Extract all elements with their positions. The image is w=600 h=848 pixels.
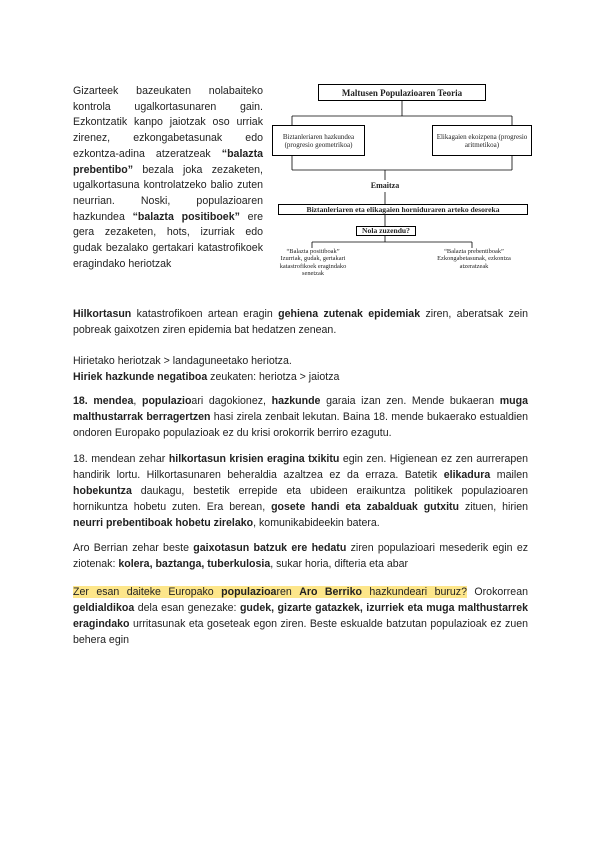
p6-highlighted-question (73, 586, 467, 598)
paragraph-mortality (73, 451, 528, 531)
question-box (356, 226, 416, 236)
p1-text-1: katastrofikoen artean eragin (131, 308, 279, 320)
paragraph-diseases (73, 540, 528, 572)
p4-text-5: zituen, hirien (459, 501, 528, 513)
p4-text-1: 18. mendean zehar (73, 453, 169, 465)
p5-text-2: ziren populazioari mesederik egin ez ziotenak: (73, 542, 529, 570)
p3-bold-4: muga malthustarrak berragertzen (73, 395, 528, 423)
paragraph-modern-age (73, 584, 528, 648)
p3-text-1: , (133, 395, 142, 407)
p6-hl-text-2: ren (276, 586, 300, 598)
population-growth-label: Biztanleriaren hazkundea (progresio geometrikoa) (282, 132, 355, 149)
p6-text-1: Orokorrean (466, 586, 528, 598)
p4-bold-5: neurri prebentiboak hobetu zirelako (73, 517, 254, 529)
p4-bold-2: elikadura (443, 469, 491, 481)
preventive-checks-node (424, 248, 524, 270)
p4-bold-3: hobekuntza (73, 485, 132, 497)
p4-text-2: egin zen. Higienean ez zen aurrerapen handirik lortu. Hilkortasunaren beheraldia azaltzea ez da erraza. Batetik (73, 453, 529, 481)
food-production-box (432, 125, 532, 156)
p4-text-6: , komunikabideekin batera. (253, 517, 380, 529)
preventive-checks-text: Ezkongabetasunak, ezkontza atzeratzeak (437, 255, 511, 270)
p5-bold-1: gaixotasun batzuk ere hedatu (193, 542, 347, 554)
paragraph-18th-century (73, 393, 528, 441)
p6-text-3: urritasunak eta goseteak egon ziren. Beste eskualde batzutan populazioak ez zuen behera egin (73, 618, 528, 646)
intro-text-1: Gizarteek bazeukaten nolabaiteko kontrola ugalkortasunaren gain. Ezkontzatik kanpo jaiotzak oso urriak zirenez, ezkongabetasunak edo ezkontza-adina atzeratzeak (73, 85, 263, 160)
p5-text-1: Aro Berrian zehar beste (73, 542, 194, 554)
p4-bold-1: hilkortasun krisien eragina txikitu (168, 453, 340, 465)
p3-bold-2: populazio (141, 395, 192, 407)
population-growth-box (272, 125, 365, 156)
intro-paragraph (73, 84, 263, 272)
food-production-label: Elikagaien ekoizpena (progresio aritmetikoa) (436, 132, 528, 149)
p2-text-1: zeukaten: heriotza > jaiotza (207, 371, 340, 383)
imbalance-box (278, 204, 528, 215)
p3-text-2: ari dagokionez, (191, 395, 272, 407)
intro-bold-prebentibo: “balazta prebentibo” (73, 147, 263, 176)
paragraph-epidemics (73, 306, 528, 338)
p1-bold-1: Hilkortasun (73, 308, 132, 320)
p6-hl-bold-1: populazioa (221, 586, 277, 598)
p3-bold-3: hazkunde (271, 395, 321, 407)
p2-bold-1: Hiriek hazkunde negatiboa (73, 371, 208, 383)
intro-text-3: ere gera zezaketen, hots, izurriak edo gudak bezalako gertakari katastrofikoek eragindako heriotzak (73, 210, 263, 270)
p6-hl-text-3: hazkundeari buruz? (361, 586, 467, 598)
paragraph-cities (73, 353, 528, 385)
p4-text-3: mailen (490, 469, 528, 481)
p6-hl-text-1: Zer esan daiteke Europako (73, 586, 222, 598)
intro-bold-positiboek: “balazta positiboek” (132, 210, 240, 223)
question-label: Nola zuzendu? (362, 226, 410, 235)
imbalance-label: Biztanleriaren eta elikagaien horniduraren arteko desoreka (306, 204, 500, 214)
preventive-checks-title: “Balazta prebentiboak” (444, 248, 504, 255)
result-label: Emaitza (370, 181, 400, 190)
p1-bold-2: gehiena zutenak epidemiak (278, 308, 421, 320)
positive-checks-title: “Balazta positiboak” (286, 248, 340, 255)
p6-hl-bold-2: Aro Berriko (299, 586, 362, 598)
intro-text-2: bezala joka zezaketen, ugalkortasuna kontrolatzeko balio zuten neurrian. Noski, populazioaren hazkundea (73, 163, 263, 223)
diagram-title: Maltusen Populazioaren Teoria (341, 87, 463, 98)
p4-text-4: daukagu, bestetik errepide eta ubideen eraikuntza politikek populazioaren hornikuntza hobetu zuten. Era berean, (73, 485, 528, 513)
result-box (364, 180, 406, 192)
p2-line-2 (73, 369, 528, 385)
diagram-title-box (318, 84, 486, 101)
p6-bold-2: gudek, gizarte gatazkek, izurriek eta muga malthustarrek eragindako (73, 602, 528, 630)
p5-text-3: , sukar horia, difteria eta abar (270, 558, 409, 570)
p2-line-1: Hirietako heriotzak > landaguneetako heriotza. (73, 355, 292, 367)
p6-text-2: dela esan genezake: (134, 602, 240, 614)
p5-bold-2: kolera, baztanga, tuberkulosia (118, 558, 271, 570)
p1-text-2: ziren, aberatsak zein pobreak gaixotzen ziren epidemia bat hedatzen zenean. (73, 308, 528, 336)
p3-bold-1: 18. mendea (73, 395, 134, 407)
malthus-diagram (272, 80, 532, 290)
p6-bold-1: geldialdikoa (73, 602, 135, 614)
positive-checks-text: Izurriak, gudak, gertakari katastrofikoek eragindako senetzak (279, 255, 347, 278)
p4-bold-4: gosete handi eta zabalduak gutxitu (271, 501, 460, 513)
positive-checks-node (270, 248, 356, 278)
p3-text-4: hasi zirela zenbait lekutan. Baina 18. mende bukaerako estualdien ondoren Europako populazioak ez du krisi orokorrik berriro ezagutu. (73, 411, 528, 439)
p3-text-3: garaia izan zen. Mende bukaeran (320, 395, 500, 407)
